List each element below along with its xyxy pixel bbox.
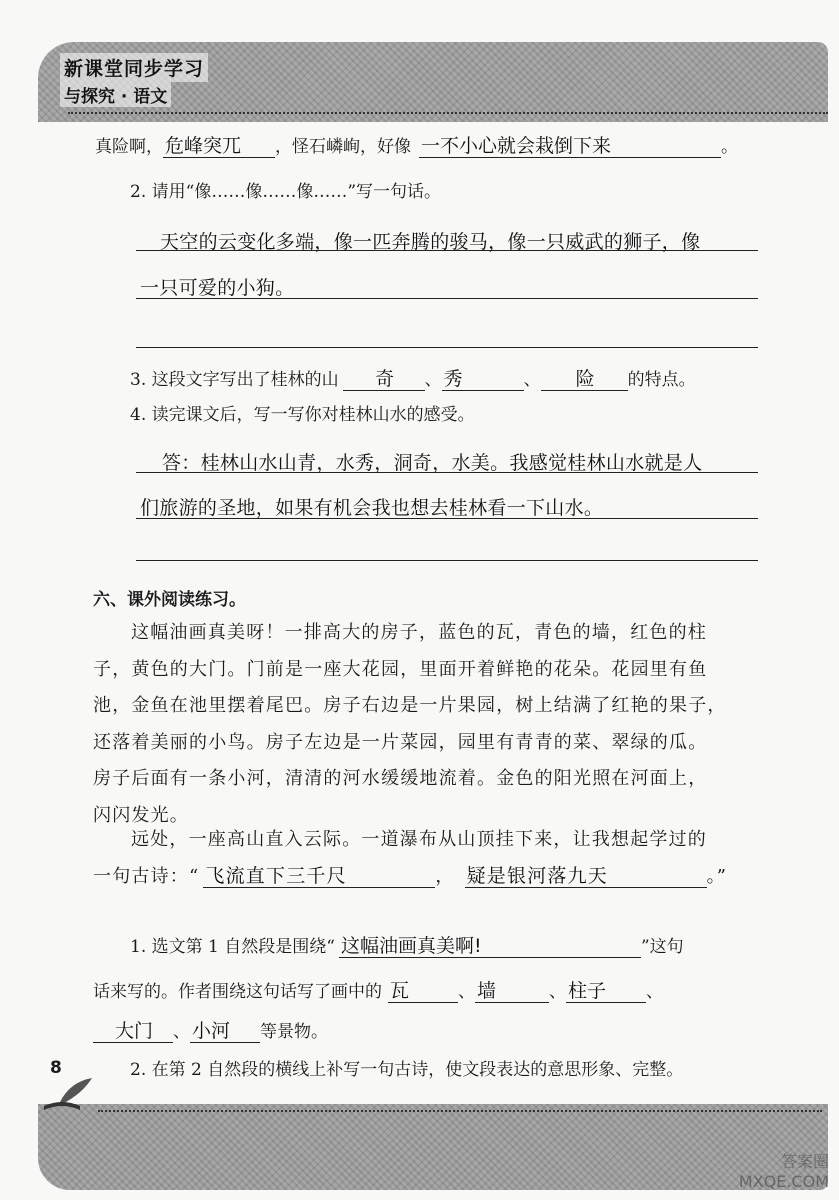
answer-blank: 柱子 xyxy=(566,980,646,1003)
answer-rule xyxy=(136,250,758,251)
answer-blank: 危峰突兀 xyxy=(163,135,275,158)
sq1-prefix: 1. 选文第 1 自然段是围绕“ xyxy=(130,937,335,957)
paragraph-line: 池，金鱼在池里摆着尾巴。房子右边是一片果园，树上结满了红艳的果子， xyxy=(93,695,727,716)
section-title: 六、课外阅读练习。 xyxy=(93,590,246,610)
answer-blank: 一不小心就会栽倒下来 xyxy=(419,135,721,158)
continuation-line xyxy=(95,135,738,159)
sub-question-1-line3 xyxy=(93,1020,328,1044)
poem-blank-1: 飞流直下三千尺 xyxy=(203,865,435,888)
answer-handwriting: 们旅游的圣地，如果有机会我也想去桂林看一下山水。 xyxy=(140,497,604,519)
watermark-url: MXQE.COM xyxy=(738,1172,829,1191)
book-title: 新课堂同步学习 xyxy=(60,53,208,82)
reading-paragraph-1 xyxy=(93,615,773,834)
sq1-line2-prefix: 话来写的。作者围绕这句话写了画中的 xyxy=(93,982,382,1002)
text-prefix: 真险啊， xyxy=(95,137,163,157)
sq1-suffix: ”这句 xyxy=(640,937,684,957)
poem-separator: ， xyxy=(435,865,455,887)
paragraph-line: 这幅油画真美呀！一排高大的房子，蓝色的瓦，青色的墙，红色的柱 xyxy=(131,622,707,643)
text-end: 。 xyxy=(721,137,738,157)
separator: 、 xyxy=(424,370,442,390)
answer-blank: 奇 xyxy=(343,368,425,391)
separator: 、 xyxy=(173,1022,190,1042)
separator: 、 xyxy=(458,982,475,1002)
q3-prefix: 3. 这段文字写出了桂林的山 xyxy=(130,370,339,390)
paragraph-line: 还落着美丽的小鸟。房子左边是一片菜园，园里有青青的菜、翠绿的瓜。 xyxy=(93,731,708,753)
answer-blank: 险 xyxy=(541,368,628,391)
answer-handwriting: 一只可爱的小狗。 xyxy=(140,277,295,299)
answer-rule xyxy=(136,560,758,561)
paragraph-line: 房子后面有一条小河，清清的河水缓缓地流着。金色的阳光照在河面上， xyxy=(93,768,708,789)
answer-blank: 这幅油画真美啊! xyxy=(339,935,641,958)
question-4-prompt: 4. 读完课文后，写一写你对桂林山水的感受。 xyxy=(130,405,475,425)
sub-question-1-line2 xyxy=(93,980,663,1004)
sub-question-2: 2. 在第 2 自然段的横线上补写一句古诗，使文段表达的意思形象、完整。 xyxy=(130,1060,684,1080)
footer-band xyxy=(38,1104,828,1190)
separator: 、 xyxy=(523,370,541,390)
answer-blank: 墙 xyxy=(475,980,549,1003)
poem-blank-2: 疑是银河落九天 xyxy=(465,865,707,888)
separator: 、 xyxy=(646,982,663,1002)
answer-handwriting: 答：桂林山水山青，水秀，洞奇，水美。我感觉桂林山水就是人 xyxy=(162,452,703,474)
paragraph-line: 子，黄色的大门。门前是一座大花园，里面开着鲜艳的花朵。花园里有鱼 xyxy=(93,658,708,680)
q3-suffix: 的特点。 xyxy=(627,370,696,390)
sub-question-1 xyxy=(130,935,684,959)
answer-handwriting: 天空的云变化多端，像一匹奔腾的骏马，像一只威武的狮子，像 xyxy=(160,231,701,253)
answer-rule xyxy=(136,518,758,519)
paragraph-line: 远处，一座高山直入云际。一道瀑布从山顶挂下来，让我想起学过的 xyxy=(131,829,707,850)
page-number: 8 xyxy=(50,1058,62,1078)
watermark xyxy=(739,1152,829,1192)
watermark-logo-text: 答案圈 xyxy=(780,1152,829,1171)
poem-end: 。” xyxy=(706,865,728,887)
separator: 、 xyxy=(549,982,566,1002)
answer-rule xyxy=(136,298,758,299)
poem-line xyxy=(93,859,773,896)
sq1-line3-suffix: 等景物。 xyxy=(260,1022,328,1042)
answer-blank: 小河 xyxy=(190,1020,260,1043)
answer-blank: 瓦 xyxy=(388,980,458,1003)
book-subtitle: 与探究 · 语文 xyxy=(60,82,171,107)
poem-prefix: 一句古诗：“ xyxy=(93,865,200,887)
answer-rule xyxy=(136,347,758,348)
answer-blank: 秀 xyxy=(442,368,524,391)
question-2-prompt: 2. 请用“像……像……像……”写一句话。 xyxy=(130,182,442,202)
text-mid: ，怪石嶙峋，好像 xyxy=(275,137,411,157)
paragraph-line: 闪闪发光。 xyxy=(93,804,189,826)
answer-blank: 大门 xyxy=(93,1020,173,1043)
reading-paragraph-2 xyxy=(93,822,773,895)
book-leaf-icon xyxy=(40,1072,100,1112)
answer-rule xyxy=(136,472,758,473)
question-3 xyxy=(130,368,696,392)
